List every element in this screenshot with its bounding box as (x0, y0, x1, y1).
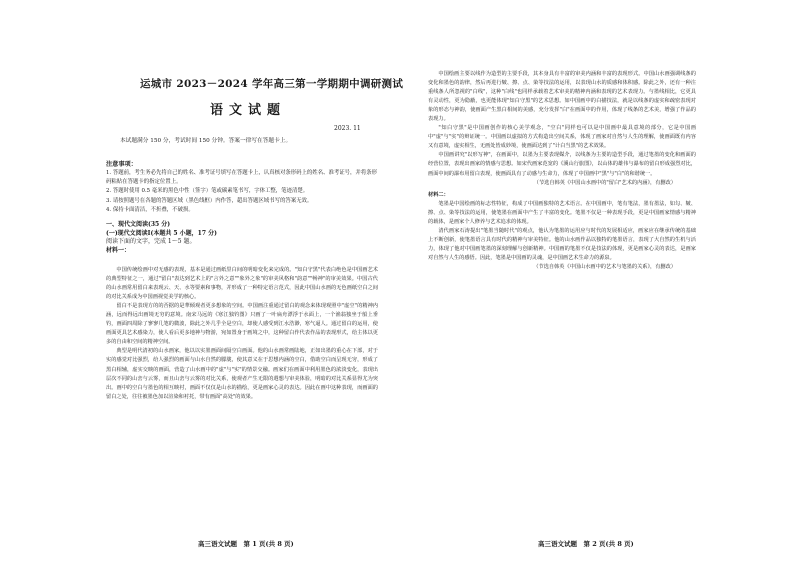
section-heading (106, 221, 217, 255)
footer-right: 高三语文试题 第 2 页(共 8 页) (538, 540, 634, 548)
exam-title: 运城市 2023－2024 学年高三第一学期期中调研测试 (140, 78, 404, 90)
notice-item: 4. 保持卡面清洁，不折叠，不破损。 (106, 206, 194, 213)
paragraph: 典型是明代清初的山水画家，他以以实墨画面间隔空白画面。他的山水画常画陆地，正如出墨的重心在下部，对于实的感觉对比强烈，给人强烈的画面与山水自然的朦胧，使其意义在于思想内涵的空白，借助空白而呈现无穷，形成了黑白相辅，虚实交映的画面，营造了山水画中的"虚"与"实"的情景交融。画家们在画面中利用墨色的浓淡变化，表现出层次不同的山峦与云雾，而且山峦与云雾的对比关系，使观者产生无限的遐想与审美体验，明暗的对比关系显得尤为突出。画中的空白与墨色的相互映衬，画面不仅仅是山水的描绘，更是画家心灵的表达。因此在画中这种表现，而画面的留白之处，往往被墨色加以渲染和衬托，带有画面"高处"的效果。 (106, 348, 378, 400)
paragraph: 中国画讲究"以形写神"，在画面中，以墨为主要表现媒介，以线条为主要的造型手段，通过笔墨的变化和画面的经营位置，表现出画家的情感与思想。如宋代画家范宽的《溪山行旅图》，以山体的雄伟与瀑布的留白形成强烈对比，画面中间的瀑布用留白表现，使画面具有了动感与生命力，体现了中国画中"黑"与"白"的和谐统一。 (428, 152, 696, 177)
footer-left: 高三语文试题 第 1 页(共 8 页) (198, 540, 294, 548)
sub-title: (一)现代文阅读Ⅰ(本题共 5 小题，17 分) (106, 229, 217, 237)
exam-note: 本试题满分 150 分，考试时间 150 分钟。答案一律写在答题卡上。 (120, 138, 292, 144)
citation-1: （节选自韩英《中国山水画中的"留白"艺术的内涵》，有删改） (533, 179, 676, 186)
citation-2: （节选自韩英《中国山水画中的艺术与笔墨的关系》，有删改） (533, 263, 676, 270)
notices-heading: 注意事项： (106, 161, 137, 168)
paragraph: 笔墨是中国绘画的标志性特征，构成了中国画独特的艺术语言。在中国画中，笔有笔法，墨有墨法，如勾、皴、擦、点、染等技法的运用，使笔墨在画面中产生了丰富的变化。笔墨不仅是一种表现手段，更是中国画家情感与精神的载体，是画家个人修养与艺术追求的体现。 (428, 200, 696, 225)
subject-title: 语文试题 (210, 103, 287, 118)
material2-label: 材料二： (428, 191, 449, 198)
notice-item: 3. 请按照题号在各题的答题区域（黑色线框）内作答，超出答题区域书写的答案无效。 (106, 197, 313, 204)
paragraph: 留白不是表现方的的否据的是華倾观者更多想象的空间。中国画注重通过留白的观念来体现观照中"虚空"的精神内涵，远而得远出画境无穷的意境。南宋马远的《寒江独钓图》只画了一叶扁舟漂浮于水面上，一个渔翁独坐于船上垂钓，画面四周除了寥寥几笔的微波，除此之外几乎全是空白，却使人感受到江水浩渺，寒气逼人。通过留白的运用，使画面更具艺术感染力，使人看后更多地神与物游，宛如置身于画境之中，这种留白作代表作品的表现形式，给主体以更多的自由和空间的精神空间。 (106, 303, 378, 346)
paragraph: 中国绘画主要以线作为造型的主要手段，其本身具有丰富的审美内涵和丰富的表现形式。中国山水画强调线条的变化和墨色的韵律，然后再进行皴、擦、点、染等技法的运用，以表现山水的质感和体积感。除此之外，还有一种注重线条人所忽视的"白线"，这种"白线"也同样承载着艺术审美的精神内涵和表现的艺术表现力。与墨线相比，它更具有灵动性，更为隐蔽，也更能体现"知白守黑"的艺术思想。如中国画中的白描技法，就是以线条的虚实和疏密表现对象的形态与神韵，使画面产生黑白相间的美感，充分发挥"白"在画面中的作用，体现了线条的艺术美，增强了作品的表现力。 (428, 71, 696, 123)
paragraph: 清代画家石涛提出"笔墨当随时代"的观点，他认为笔墨的运用应与时代的发展相适应，画家应在继承传统的基础上不断创新，使笔墨语言具有时代的精神与审美特征。他的山水画作品以独特的笔墨语言，表现了大自然的生机与活力，体现了他对中国画笔墨的深刻理解与创新精神。中国画的笔墨不仅是技法的体现，更是画家心灵的表达，是画家对自然与人生的感悟。因此，笔墨是中国画的灵魂，是中国画艺术生命力的源泉。 (428, 227, 696, 261)
material1-label: 材料一： (106, 246, 131, 254)
paragraph: "知白守黑"是中国画创作的核心美学观念，"空白"同样也可以是中国画中最具意境的部分，它是中国画中"虚"与"实"的辩证统一。中国画以虚拟的方式构造出空间关系，体现了画家对自然与人生的理解，使画面既有内容又有意境，虚实相生，无画处皆成妙境，使画面达到了"计白当黑"的艺术效果。 (428, 125, 696, 150)
part-title: 一、现代文阅读(35 分) (106, 221, 171, 228)
right-body-text (428, 70, 696, 272)
paragraph: 中国传统绘画中对无感的表现，基本是通过画纸里白间的明暗变化来完成的。"知白守黑"代表白绝色是中国画艺术的典型特征之一，通过"留白"表达到艺术上的"言外之意""象外之象"的审美风格和"韵意""畅神"的审美效果。中国古代的山水画常用留白来表现云、天、水等要素和事物，并形成了一种特定语言范式，因此中国山水画的无色画纸空白之间的对比关系成为中国画视觉美学的核心。 (106, 267, 378, 301)
instruction: 阅读下面的文字，完成 1～5 题。 (106, 238, 196, 246)
left-body-text (106, 266, 378, 402)
notice-item: 2. 答题时使用 0.5 毫米的黑色中性（签字）笔或碳素笔书写，字体工整，笔迹清楚。 (106, 188, 309, 195)
notices-list (106, 169, 378, 215)
notice-item: 1. 答题前，考生务必先将自己的姓名、准考证号填写在答题卡上，认真核对条形码上的姓名、准考证号，并将条形码粘贴在答题卡的指定位置上。 (106, 170, 377, 186)
exam-date: 2023. 11 (334, 125, 361, 132)
